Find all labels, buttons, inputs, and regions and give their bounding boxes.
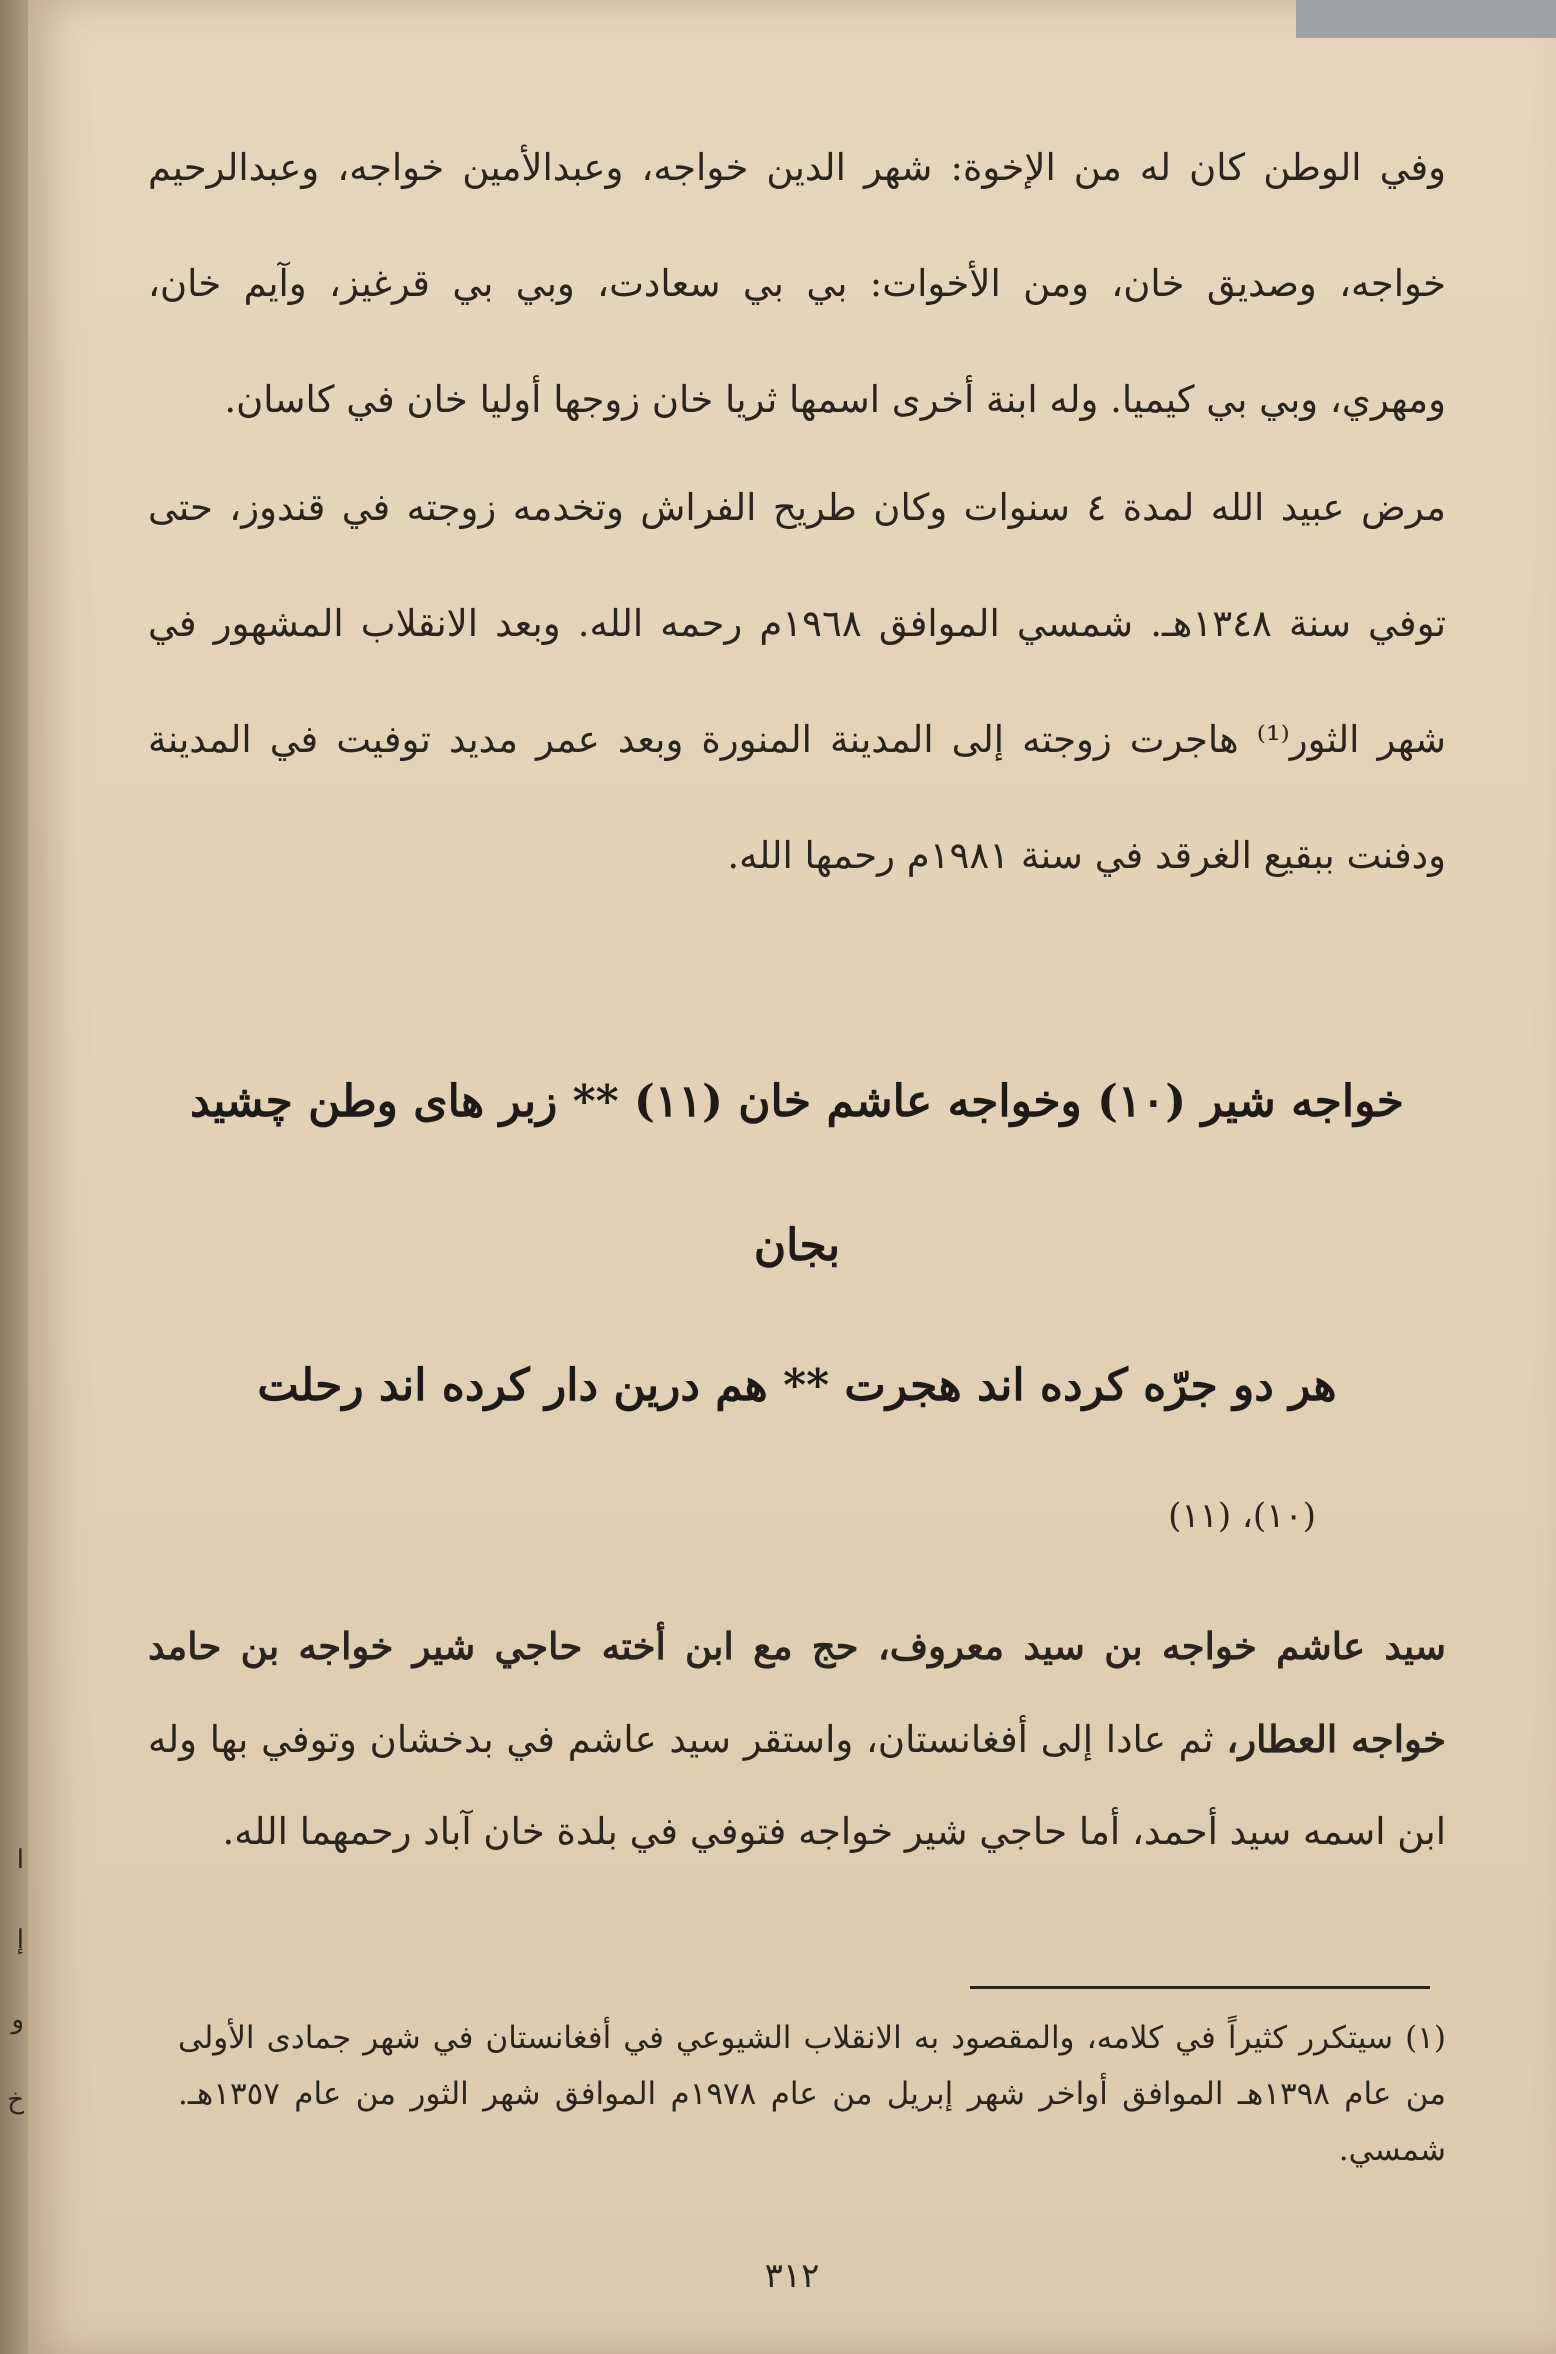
biography-regular-part: ثم عادا إلى أفغانستان، واستقر سيد عاشم في بدخشان وتوفي بها وله ابن اسمه سيد أحمد، أما حاجي شير خواجه فتوفي في بلدة خان آباد رحمهما الله.	[148, 1718, 1446, 1853]
facing-page-edge-letters	[2, 1820, 24, 2140]
body-text-death	[148, 450, 1446, 914]
book-page	[28, 0, 1556, 2354]
margin-letter: خ	[7, 2085, 24, 2115]
footnote-separator	[970, 1986, 1430, 1989]
biography-paragraph	[148, 1600, 1446, 1878]
margin-letter: إ	[16, 1925, 24, 1955]
footnote-text: (١) سيتكرر كثيراً في كلامه، والمقصود به الانقلاب الشيوعي في أفغانستان في شهر جمادى الأولى من عام ١٣٩٨هـ الموافق أواخر شهر إبريل من عام ١٩٧٨م الموافق شهر الثور من عام ١٣٥٧هـ. شمسي.	[178, 2020, 1447, 2168]
margin-letter: و	[11, 2005, 24, 2035]
margin-letter: ا	[16, 1845, 24, 1875]
poem-verse: هر دو جرّه كرده اند هجرت ** هم درين دار كرده اند رحلت	[257, 1360, 1337, 1411]
family-paragraph: وفي الوطن كان له من الإخوة: شهر الدين خواجه، وعبدالأمين خواجه، وعبدالرحيم خواجه، وصديق خان، ومن الأخوات: بي بي سعادت، وبي بي قرغيز، وآيم خان، ومهري، وبي بي كيميا. وله ابنة أخرى اسمها ثريا خان زوجها أوليا خان في كاسان.	[148, 146, 1446, 421]
poem-reference: (١٠)، (١١)	[1168, 1496, 1316, 1536]
background-strip	[1296, 0, 1556, 38]
biography-bold-part: سيد عاشم خواجه بن سيد معروف، حج مع ابن أخته حاجي شير خواجه بن حامد خواجه العطار،	[148, 1624, 1446, 1761]
biography-block	[148, 1600, 1446, 1878]
section-heading-line-1: خواجه شير (١٠) وخواجه عاشم خان (١١) ** زبر هاى وطن چشيد	[189, 1076, 1405, 1127]
body-text-top	[148, 110, 1446, 458]
section-heading-line-2: بجان	[753, 1220, 841, 1271]
page-number: ٣١٢	[764, 2256, 820, 2296]
death-paragraph: مرض عبيد الله لمدة ٤ سنوات وكان طريح الفراش وتخدمه زوجته في قندوز، حتى توفي سنة ١٣٤٨هـ. شمسي الموافق ١٩٦٨م رحمه الله. وبعد الانقلاب المشهور في شهر الثور⁽¹⁾ هاجرت زوجته إلى المدينة المنورة وبعد عمر مديد توفيت في المدينة ودفنت ببقيع الغرقد في سنة ١٩٨١م رحمها الله.	[148, 486, 1447, 877]
